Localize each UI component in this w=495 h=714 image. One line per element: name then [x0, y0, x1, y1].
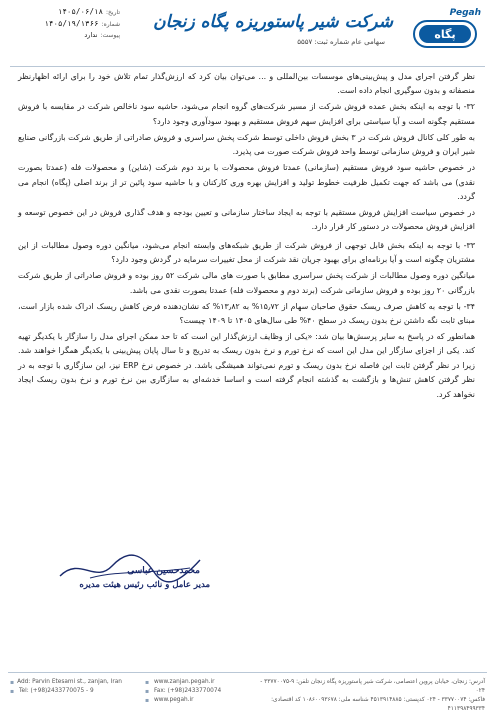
footer-divider	[8, 672, 487, 673]
paragraph: در خصوص حاشیه سود فروش مستقیم (سازمانی) عمدتا فروش محصولات با برند دوم شرکت (شاین) و محصولات فله (عمدتا بصورت نقدی) می باشد که جهت تکمیل ظرفیت خطوط تولید و افزایش بهره وری کارکنان و با حاشیه سود پائین تر از برند اصلی (پگاه) انجام می گردد.	[18, 163, 475, 202]
date-label: تاریخ:	[106, 9, 120, 16]
letter-body	[18, 70, 475, 404]
mail-icon: ▪	[145, 696, 150, 704]
header-divider	[10, 66, 485, 67]
question-33: ۳۳- با توجه به اینکه بخش قابل توجهی از فروش شرکت از طریق شبکه‌های وابسته انجام می‌شود، میانگین دوره وصول مطالبات از این مشتریان چگونه است و آیا برنامه‌ای برای بهبود جریان نقد شرکت از محل تغییرات سرمایه در گردش وجود دارد؟	[18, 240, 475, 265]
question-34: ۳۴- با توجه به کاهش صرف ریسک حقوق صاحبان سهام از ۱۵٫۷۲% به ۱۳٫۸۲% که نشان‌دهنده فرض کاهش ریسک ادراک شده بازار است، مبنای ثابت نگه داشتن نرخ بدون ریسک در سطح ۴۰% طی سال‌های ۱۴۰۵ تا ۱۴۰۹ چیست؟	[18, 301, 475, 326]
footer-contact-en	[10, 678, 120, 696]
attachment-value: ندارد	[84, 31, 98, 39]
date-row	[10, 6, 120, 18]
company-logo	[405, 8, 485, 52]
number-row	[10, 18, 120, 30]
footer-fax-en	[145, 687, 240, 696]
pegah-logo-icon	[413, 20, 477, 48]
logo-mark-text: پگاه	[434, 28, 456, 41]
footer-address-en	[10, 678, 120, 687]
location-icon: ▪	[10, 678, 15, 686]
signatory-title: مدیر عامل و نائب رئیس هیئت مدیره	[79, 580, 210, 590]
phone-icon: ▪	[10, 687, 15, 695]
paragraph: نظر گرفتن اجرای مدل و پیش‌بینی‌های موسسات بین‌المللی و ... می‌توان بیان کرد که ارزش‌گذار تمام تلاش خود را برای ارائه اظهارنظر منصفانه و بدون سوگیری انجام داده است.	[18, 72, 475, 96]
fax-icon: ▪	[145, 687, 150, 695]
attachment-row	[10, 30, 120, 41]
footer-fax-fa: فاکس: ۳۳۷۷۰۰۷۴ - ۰۲۴ کدپستی: ۴۵۱۳۹۱۴۸۸۵ شناسه ملی: ۱۰۸۶۰۰۹۳۶۷۸ کد اقتصادی: ۴۱۱۳۹۸۴۹۹۳۳۴	[271, 697, 485, 712]
footer-web	[145, 678, 240, 705]
paragraph: در خصوص سیاست افزایش فروش مستقیم با توجه به ایجاد ساختار سازمانی و تعیین بودجه و هدف گذاری فروش در این خصوص توسعه و افزایش فروش محصولات در دستور کار قرار دارد.	[18, 208, 475, 232]
footer-fax-en-text: Fax: (+98)2433770074	[154, 688, 222, 694]
number-value: ۱۴۰۵/۱۹/۱۳۶۶	[44, 19, 99, 28]
paragraph: همانطور که در پاسخ به سایر پرسش‌ها بیان شد: «یکی از وظایف ارزش‌گذار این است که تا حد ممکن اجرای مدل را سازگار با یکدیگر تهیه کند. یکی از اجزای سازگار این مدل این است که نرخ تورم و نرخ بدون ریسک به تدریج و تا سال پایان پیش‌بینی با یکدیگر همگرا خواهند شد. زیرا در نظر گرفتن ثابت این فاصله نرخ بدون ریسک و تورم نمی‌تواند همیشگی باشد. در خصوص نرخ ERP نیز، این سازگاری با توجه به در نظر گرفتن کاهش تنش‌ها و بازگشت به گذشته انجام گرفته است و اساسا خدشه‌ای به سازگاری بین نرخ تورم و نرخ بدون ریسک ایجاد نخواهد کرد.	[18, 332, 475, 399]
footer-website-text[interactable]: www.zanjan.pegah.ir	[154, 679, 215, 685]
paragraph: به طور کلی کانال فروش شرکت در ۳ بخش فروش داخلی توسط شرکت پخش سراسری و فروش صادراتی از طریق شرکت بازرگانی صنایع شیر ایران و فروش سازمانی توسط واحد فروش شرکت صورت می پذیرد.	[18, 132, 476, 157]
signatory-name: محمدحسین عباسی	[127, 566, 200, 576]
footer-tel-en-text: Tel: (+98)2433770075 - 9	[19, 688, 94, 694]
letterhead	[0, 0, 495, 70]
company-registration: سهامی عام شماره ثبت: ۵۵۵۷	[297, 38, 385, 46]
logo-wordmark: Pegah	[449, 8, 481, 18]
company-name: شرکت شیر پاستوریزه پگاه زنجان	[153, 12, 393, 32]
number-label: شماره:	[101, 21, 120, 28]
letter-footer	[0, 672, 495, 714]
footer-email-text[interactable]: www.pegah.ir	[154, 697, 194, 703]
globe-icon: ▪	[145, 678, 150, 686]
footer-tel-en	[10, 687, 120, 696]
letter-meta	[10, 6, 120, 41]
signature-block	[40, 548, 240, 618]
footer-website[interactable]	[145, 678, 240, 687]
paragraph: میانگین دوره وصول مطالبات از شرکت پخش سراسری مطابق با صورت های مالی شرکت ۵۲ روز بوده و فروش صادراتی از طریق شرکت بازرگانی ۲۰ روز بوده و فروش سازمانی شرکت (برند دوم و محصولات فله) عمدتا بصورت نقدی می باشد.	[18, 271, 475, 295]
brand	[153, 4, 485, 64]
footer-email[interactable]	[145, 696, 240, 705]
attachment-label: پیوست:	[100, 32, 120, 39]
footer-contact-fa	[260, 678, 485, 714]
footer-address-en-text: Add: Parvin Etesami st., zanjan, Iran	[17, 679, 122, 685]
question-32: ۳۲- با توجه به اینکه بخش عمده فروش شرکت از مسیر شرکت‌های گروه انجام می‌شود، حاشیه سود ناخالص شرکت در مقایسه با فروش مستقیم چگونه است و آیا سیاستی برای افزایش سهم فروش مستقیم و بهبود سودآوری وجود دارد؟	[18, 102, 475, 126]
footer-address-fa: آدرس: زنجان، خیابان پروین اعتصامی، شرکت شیر پاستوریزه پگاه زنجان تلفن: ۹-۳۳۷۷۰۰۷۵ - ۰۲۴	[260, 679, 485, 694]
date-value: ۱۴۰۵/۰۶/۱۸	[57, 7, 104, 16]
